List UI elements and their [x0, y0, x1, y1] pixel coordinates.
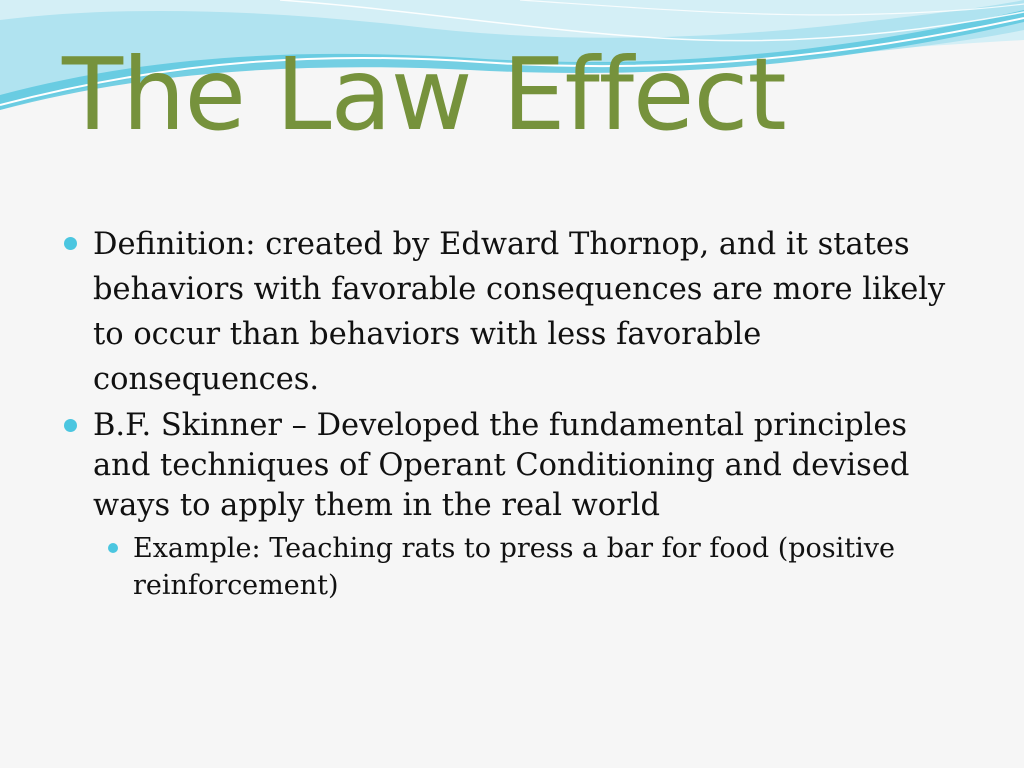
bullet-text: Definition: created by Edward Thornop, and it states behaviors with favorable consequences are more likely to occur than behaviors with less favorable consequences. [93, 227, 946, 397]
sub-bullet-example [102, 530, 962, 604]
sub-bullet-dot-icon [108, 543, 118, 553]
bullet-dot-icon [64, 237, 77, 250]
bullet-text: B.F. Skinner – Developed the fundamental principles and techniques of Operant Conditioning and devised ways to apply them in the real world [93, 408, 910, 523]
bullet-skinner [62, 406, 962, 526]
sub-bullet-text: Example: Teaching rats to press a bar for food (positive reinforcement) [133, 533, 895, 601]
bullet-dot-icon [64, 419, 77, 432]
bullet-definition [62, 222, 962, 402]
slide-title: The Law Effect [62, 36, 786, 153]
slide-content [62, 222, 962, 604]
